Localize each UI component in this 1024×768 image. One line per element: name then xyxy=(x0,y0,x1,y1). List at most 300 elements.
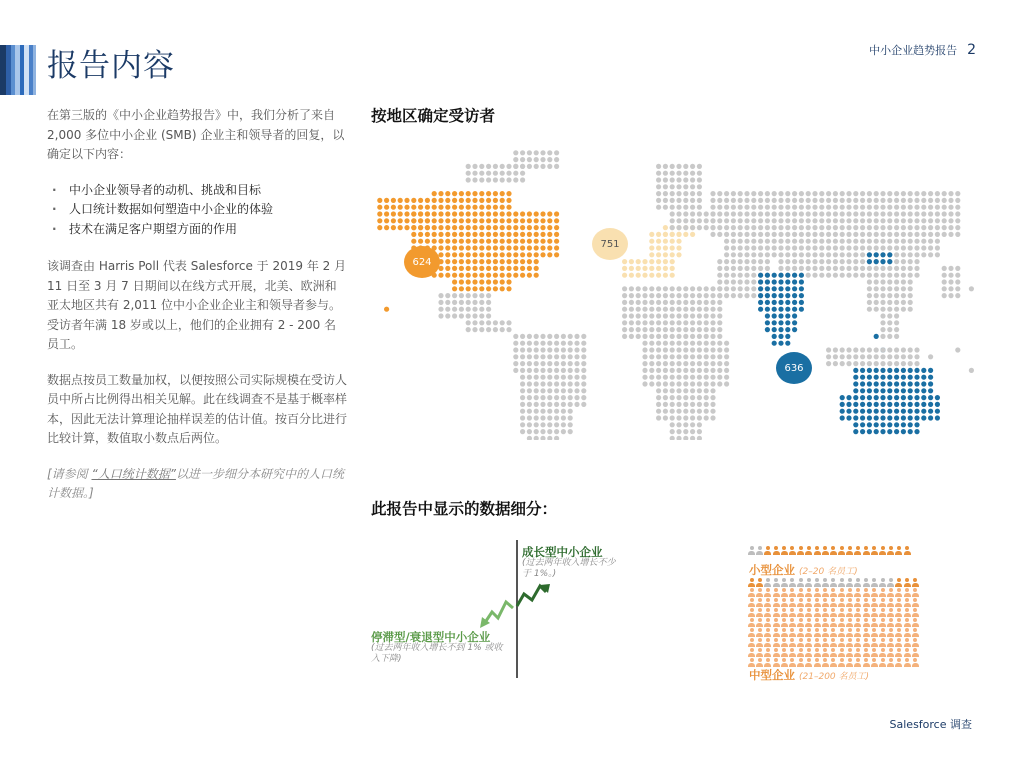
map-dot xyxy=(738,191,743,196)
person-icon xyxy=(838,588,845,597)
map-dot xyxy=(765,218,770,223)
map-dot xyxy=(690,341,695,346)
map-dot xyxy=(765,259,770,264)
map-dot xyxy=(676,177,681,182)
map-dot xyxy=(425,232,430,237)
map-dot xyxy=(697,402,702,407)
map-dot xyxy=(547,395,552,400)
map-dot xyxy=(683,232,688,237)
person-icon xyxy=(789,546,796,555)
map-dot xyxy=(887,293,892,298)
medium-business-label xyxy=(749,667,869,683)
map-dot xyxy=(663,361,668,366)
map-dot xyxy=(636,300,641,305)
map-dot xyxy=(867,279,872,284)
map-dot xyxy=(738,259,743,264)
map-dot xyxy=(649,232,654,237)
map-dot xyxy=(758,300,763,305)
map-dot xyxy=(921,388,926,393)
map-dot xyxy=(472,218,477,223)
map-dot xyxy=(398,205,403,210)
map-dot xyxy=(697,300,702,305)
map-dot xyxy=(921,239,926,244)
map-dot xyxy=(717,225,722,230)
map-dot xyxy=(717,354,722,359)
map-dot xyxy=(506,320,511,325)
map-dot xyxy=(534,225,539,230)
map-dot xyxy=(724,347,729,352)
map-dot xyxy=(670,171,675,176)
map-dot xyxy=(880,429,885,434)
map-dot xyxy=(901,347,906,352)
map-dot xyxy=(466,259,471,264)
map-dot xyxy=(676,422,681,427)
map-dot xyxy=(561,395,566,400)
map-dot xyxy=(676,211,681,216)
map-dot xyxy=(690,368,695,373)
map-dot xyxy=(758,205,763,210)
map-dot xyxy=(887,429,892,434)
map-dot xyxy=(506,279,511,284)
person-icon xyxy=(879,608,886,617)
map-dot xyxy=(411,239,416,244)
map-dot xyxy=(486,239,491,244)
map-dot xyxy=(690,415,695,420)
map-dot xyxy=(656,300,661,305)
person-icon xyxy=(748,588,755,597)
map-dot xyxy=(785,205,790,210)
map-dot xyxy=(649,354,654,359)
person-icon xyxy=(773,588,780,597)
map-dot xyxy=(534,368,539,373)
map-dot xyxy=(894,327,899,332)
map-dot xyxy=(887,211,892,216)
map-dot xyxy=(534,239,539,244)
map-dot xyxy=(867,198,872,203)
map-dot xyxy=(724,361,729,366)
person-icon xyxy=(748,546,755,555)
map-dot xyxy=(867,381,872,386)
person-icon xyxy=(805,618,812,627)
map-dot xyxy=(874,198,879,203)
map-dot xyxy=(908,245,913,250)
map-dot xyxy=(676,436,681,440)
map-dot xyxy=(459,307,464,312)
map-dot xyxy=(676,375,681,380)
map-dot xyxy=(717,361,722,366)
note-suffix: 以进一步细分本研究中的人口统计数据。] xyxy=(47,466,344,500)
map-dot xyxy=(493,266,498,271)
map-dot xyxy=(710,402,715,407)
map-dot xyxy=(948,286,953,291)
map-dot xyxy=(554,150,559,155)
person-icon xyxy=(912,608,919,617)
map-dot xyxy=(785,191,790,196)
map-dot xyxy=(738,211,743,216)
person-icon xyxy=(863,638,870,647)
map-dot xyxy=(581,388,586,393)
map-dot xyxy=(914,375,919,380)
map-dot xyxy=(806,225,811,230)
map-dot xyxy=(846,409,851,414)
map-dot xyxy=(901,375,906,380)
map-dot xyxy=(690,171,695,176)
map-dot xyxy=(806,191,811,196)
map-dot xyxy=(758,307,763,312)
map-dot xyxy=(649,252,654,257)
map-dot xyxy=(622,327,627,332)
map-dot xyxy=(901,395,906,400)
map-dot xyxy=(472,198,477,203)
map-dot xyxy=(738,205,743,210)
map-dot xyxy=(914,225,919,230)
map-dot xyxy=(506,171,511,176)
map-dot xyxy=(670,327,675,332)
bullet-item: · 人口统计数据如何塑造中小企业的体验 xyxy=(47,200,347,220)
map-dot xyxy=(731,232,736,237)
map-dot xyxy=(663,252,668,257)
map-dot xyxy=(710,232,715,237)
map-dot xyxy=(908,395,913,400)
map-dot xyxy=(690,436,695,440)
map-dot xyxy=(819,232,824,237)
map-dot xyxy=(534,232,539,237)
map-dot xyxy=(880,286,885,291)
map-dot xyxy=(676,307,681,312)
map-dot xyxy=(527,252,532,257)
map-dot xyxy=(466,293,471,298)
map-dot xyxy=(520,164,525,169)
map-dot xyxy=(445,259,450,264)
map-dot xyxy=(833,198,838,203)
map-dot xyxy=(438,198,443,203)
map-dot xyxy=(479,225,484,230)
map-dot xyxy=(452,211,457,216)
map-dot xyxy=(751,211,756,216)
demographics-link[interactable]: “人口统计数据” xyxy=(91,466,176,481)
person-icon xyxy=(904,588,911,597)
map-dot xyxy=(493,225,498,230)
map-dot xyxy=(472,225,477,230)
map-dot xyxy=(955,205,960,210)
map-dot xyxy=(445,211,450,216)
map-dot xyxy=(860,211,865,216)
map-dot xyxy=(772,320,777,325)
person-icon xyxy=(895,628,902,637)
map-dot xyxy=(724,279,729,284)
person-icon xyxy=(748,658,755,667)
map-dot xyxy=(860,402,865,407)
map-dot xyxy=(690,395,695,400)
map-dot xyxy=(887,191,892,196)
map-dot xyxy=(908,191,913,196)
map-dot xyxy=(520,341,525,346)
person-icon xyxy=(904,618,911,627)
person-icon xyxy=(814,608,821,617)
map-dot xyxy=(751,259,756,264)
map-dot xyxy=(459,279,464,284)
map-dot xyxy=(670,300,675,305)
map-dot xyxy=(676,245,681,250)
map-dot xyxy=(704,361,709,366)
map-dot xyxy=(676,347,681,352)
person-icon xyxy=(764,588,771,597)
map-dot xyxy=(955,279,960,284)
map-dot xyxy=(717,266,722,271)
person-icon xyxy=(854,598,861,607)
map-dot xyxy=(554,368,559,373)
map-dot xyxy=(738,198,743,203)
map-dot xyxy=(554,429,559,434)
map-dot xyxy=(384,307,389,312)
map-dot xyxy=(479,191,484,196)
map-dot xyxy=(520,218,525,223)
map-dot xyxy=(690,429,695,434)
map-dot xyxy=(765,300,770,305)
map-dot xyxy=(710,307,715,312)
map-dot xyxy=(704,334,709,339)
map-dot xyxy=(697,354,702,359)
map-dot xyxy=(758,232,763,237)
map-dot xyxy=(901,252,906,257)
map-dot xyxy=(534,402,539,407)
map-dot xyxy=(486,273,491,278)
map-dot xyxy=(887,245,892,250)
map-dot xyxy=(391,198,396,203)
map-dot xyxy=(568,395,573,400)
map-dot xyxy=(772,218,777,223)
map-dot xyxy=(853,388,858,393)
map-dot xyxy=(894,252,899,257)
map-dot xyxy=(629,320,634,325)
map-dot xyxy=(520,177,525,182)
map-dot xyxy=(663,191,668,196)
map-dot xyxy=(792,273,797,278)
region-pin-north-america xyxy=(404,246,440,278)
map-dot xyxy=(622,286,627,291)
map-dot xyxy=(738,218,743,223)
map-dot xyxy=(656,381,661,386)
map-dot xyxy=(704,286,709,291)
map-dot xyxy=(942,279,947,284)
map-dot xyxy=(683,164,688,169)
map-dot xyxy=(554,164,559,169)
map-dot xyxy=(683,313,688,318)
map-dot xyxy=(663,368,668,373)
map-dot xyxy=(853,191,858,196)
map-dot xyxy=(432,191,437,196)
person-icon xyxy=(887,578,894,587)
map-dot xyxy=(785,259,790,264)
person-icon xyxy=(871,658,878,667)
map-dot xyxy=(738,239,743,244)
map-dot xyxy=(710,361,715,366)
map-dot xyxy=(534,245,539,250)
map-dot xyxy=(853,225,858,230)
map-dot xyxy=(479,307,484,312)
map-dot xyxy=(493,252,498,257)
person-icon xyxy=(748,648,755,657)
map-dot xyxy=(738,286,743,291)
map-dot xyxy=(466,300,471,305)
map-dot xyxy=(853,429,858,434)
map-dot xyxy=(867,266,872,271)
map-dot xyxy=(466,171,471,176)
map-dot xyxy=(561,341,566,346)
map-dot xyxy=(792,205,797,210)
map-dot xyxy=(520,232,525,237)
map-dot xyxy=(772,225,777,230)
map-dot xyxy=(880,361,885,366)
person-icon xyxy=(781,588,788,597)
people-row xyxy=(748,648,920,658)
map-dot xyxy=(887,368,892,373)
map-dot xyxy=(676,429,681,434)
map-dot xyxy=(717,341,722,346)
map-dot xyxy=(887,205,892,210)
map-dot xyxy=(663,232,668,237)
map-dot xyxy=(731,252,736,257)
growth-label: 成长型中小企业 xyxy=(522,545,603,559)
region-value: 624 xyxy=(412,256,432,268)
person-icon xyxy=(756,648,763,657)
map-dot xyxy=(921,375,926,380)
map-dot xyxy=(649,375,654,380)
map-dot xyxy=(778,225,783,230)
map-dot xyxy=(656,388,661,393)
map-dot xyxy=(765,191,770,196)
map-dot xyxy=(561,381,566,386)
map-dot xyxy=(717,232,722,237)
map-dot xyxy=(731,273,736,278)
map-dot xyxy=(846,259,851,264)
map-dot xyxy=(901,225,906,230)
map-dot xyxy=(887,266,892,271)
map-dot xyxy=(493,279,498,284)
map-dot xyxy=(452,293,457,298)
people-row xyxy=(748,618,920,628)
person-icon xyxy=(797,588,804,597)
map-dot xyxy=(452,300,457,305)
map-dot xyxy=(568,402,573,407)
map-dot xyxy=(670,198,675,203)
map-dot xyxy=(799,259,804,264)
person-icon xyxy=(805,608,812,617)
map-dot xyxy=(459,232,464,237)
map-dot xyxy=(676,205,681,210)
map-dot xyxy=(527,157,532,162)
map-dot xyxy=(540,225,545,230)
map-dot xyxy=(670,395,675,400)
map-dot xyxy=(391,225,396,230)
map-dot xyxy=(656,171,661,176)
person-icon xyxy=(822,588,829,597)
map-dot xyxy=(846,198,851,203)
map-dot xyxy=(506,245,511,250)
map-dot xyxy=(880,252,885,257)
map-dot xyxy=(534,150,539,155)
map-dot xyxy=(894,388,899,393)
map-dot xyxy=(547,354,552,359)
map-dot xyxy=(547,164,552,169)
map-dot xyxy=(826,252,831,257)
map-dot xyxy=(500,252,505,257)
map-dot xyxy=(663,375,668,380)
map-dot xyxy=(846,361,851,366)
map-dot xyxy=(921,368,926,373)
map-dot xyxy=(846,245,851,250)
map-dot xyxy=(656,245,661,250)
person-icon xyxy=(830,578,837,587)
map-dot xyxy=(887,300,892,305)
map-dot xyxy=(547,232,552,237)
map-dot xyxy=(928,415,933,420)
people-row xyxy=(748,588,920,598)
map-dot xyxy=(778,334,783,339)
map-dot xyxy=(622,300,627,305)
map-dot xyxy=(894,307,899,312)
map-dot xyxy=(547,334,552,339)
map-dot xyxy=(656,191,661,196)
map-dot xyxy=(853,245,858,250)
map-dot xyxy=(697,191,702,196)
map-dot xyxy=(663,341,668,346)
map-dot xyxy=(472,273,477,278)
map-dot xyxy=(853,239,858,244)
map-dot xyxy=(540,415,545,420)
map-dot xyxy=(513,157,518,162)
map-dot xyxy=(880,368,885,373)
map-dot xyxy=(479,198,484,203)
map-dot xyxy=(697,409,702,414)
map-dot xyxy=(452,252,457,257)
map-dot xyxy=(928,388,933,393)
map-dot xyxy=(942,293,947,298)
map-dot xyxy=(506,191,511,196)
map-dot xyxy=(914,395,919,400)
map-dot xyxy=(894,205,899,210)
map-dot xyxy=(880,266,885,271)
map-dot xyxy=(758,279,763,284)
map-dot xyxy=(642,334,647,339)
map-dot xyxy=(908,361,913,366)
map-dot xyxy=(853,259,858,264)
map-dot xyxy=(860,354,865,359)
map-dot xyxy=(486,198,491,203)
map-dot xyxy=(697,381,702,386)
map-dot xyxy=(676,334,681,339)
map-dot xyxy=(656,252,661,257)
map-dot xyxy=(663,402,668,407)
person-icon xyxy=(871,578,878,587)
map-dot xyxy=(894,334,899,339)
map-dot xyxy=(846,395,851,400)
person-icon xyxy=(863,598,870,607)
map-dot xyxy=(724,259,729,264)
map-dot xyxy=(411,232,416,237)
map-dot xyxy=(479,327,484,332)
person-icon xyxy=(797,628,804,637)
map-dot xyxy=(649,286,654,291)
people-row xyxy=(748,628,920,638)
map-dot xyxy=(425,205,430,210)
map-dot xyxy=(874,211,879,216)
map-dot xyxy=(404,198,409,203)
map-dot xyxy=(833,273,838,278)
map-dot xyxy=(751,293,756,298)
map-dot xyxy=(772,334,777,339)
map-dot xyxy=(642,259,647,264)
